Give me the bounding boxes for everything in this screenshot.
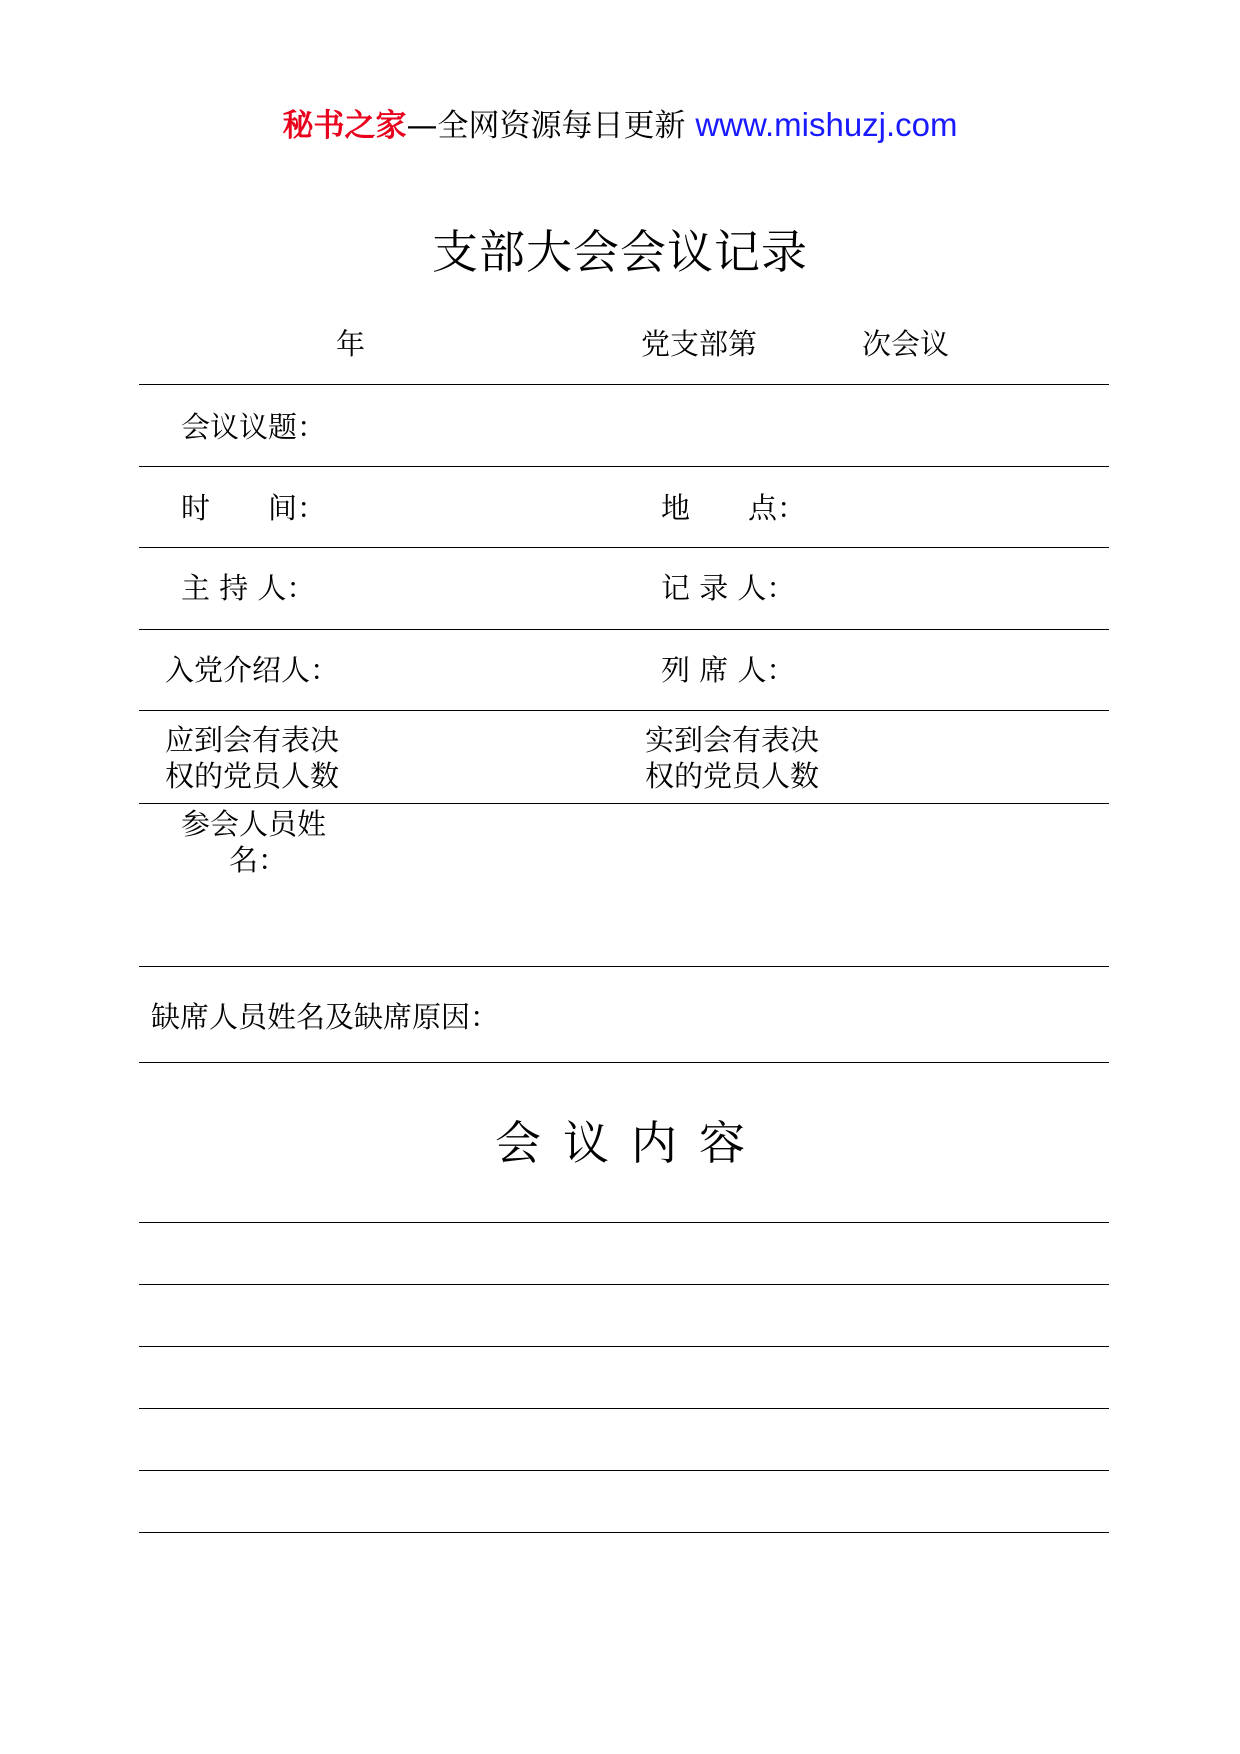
recorder-label: 记 录 人： — [661, 571, 796, 605]
actual-voters-label-line2: 权的党员人数 — [645, 759, 820, 793]
time-label: 时 间： — [181, 491, 327, 525]
meeting-content-title: 会议内容 — [495, 1116, 767, 1170]
actual-voters-label-line1: 实到会有表决 — [645, 723, 820, 757]
expected-voters-label-line2: 权的党员人数 — [165, 759, 340, 793]
meeting-number-label: 次会议 — [862, 327, 950, 361]
divider-line — [139, 466, 1109, 467]
absentees-label: 缺席人员姓名及缺席原因： — [151, 1000, 500, 1034]
nonvoting-attendee-label: 列 席 人： — [661, 653, 796, 687]
place-label: 地 点： — [661, 491, 807, 525]
topic-label: 会议议题： — [181, 410, 327, 444]
document-title: 支部大会会议记录 — [432, 225, 808, 279]
introducer-label: 入党介绍人： — [165, 653, 340, 687]
content-line — [139, 1222, 1109, 1223]
participants-label-line1: 参会人员姓 — [181, 807, 327, 841]
content-line — [139, 1408, 1109, 1409]
branch-label: 党支部第 — [641, 327, 758, 361]
content-line — [139, 1346, 1109, 1347]
banner-url-link[interactable]: www.mishuzj.com — [695, 106, 958, 143]
divider-line — [139, 1062, 1109, 1063]
banner-brand: 秘书之家 — [282, 108, 407, 144]
banner-tagline: —全网资源每日更新 — [406, 108, 696, 144]
divider-line — [139, 384, 1109, 385]
content-line — [139, 1470, 1109, 1471]
divider-line — [139, 803, 1109, 804]
participants-label-line2: 名： — [229, 843, 288, 877]
expected-voters-label-line1: 应到会有表决 — [165, 723, 340, 757]
divider-line — [139, 547, 1109, 548]
year-label: 年 — [336, 327, 366, 361]
content-line — [139, 1532, 1109, 1533]
divider-line — [139, 966, 1109, 967]
host-label: 主 持 人： — [181, 571, 316, 605]
divider-line — [139, 629, 1109, 630]
divider-line — [139, 710, 1109, 711]
content-line — [139, 1284, 1109, 1285]
site-banner — [0, 100, 1240, 151]
